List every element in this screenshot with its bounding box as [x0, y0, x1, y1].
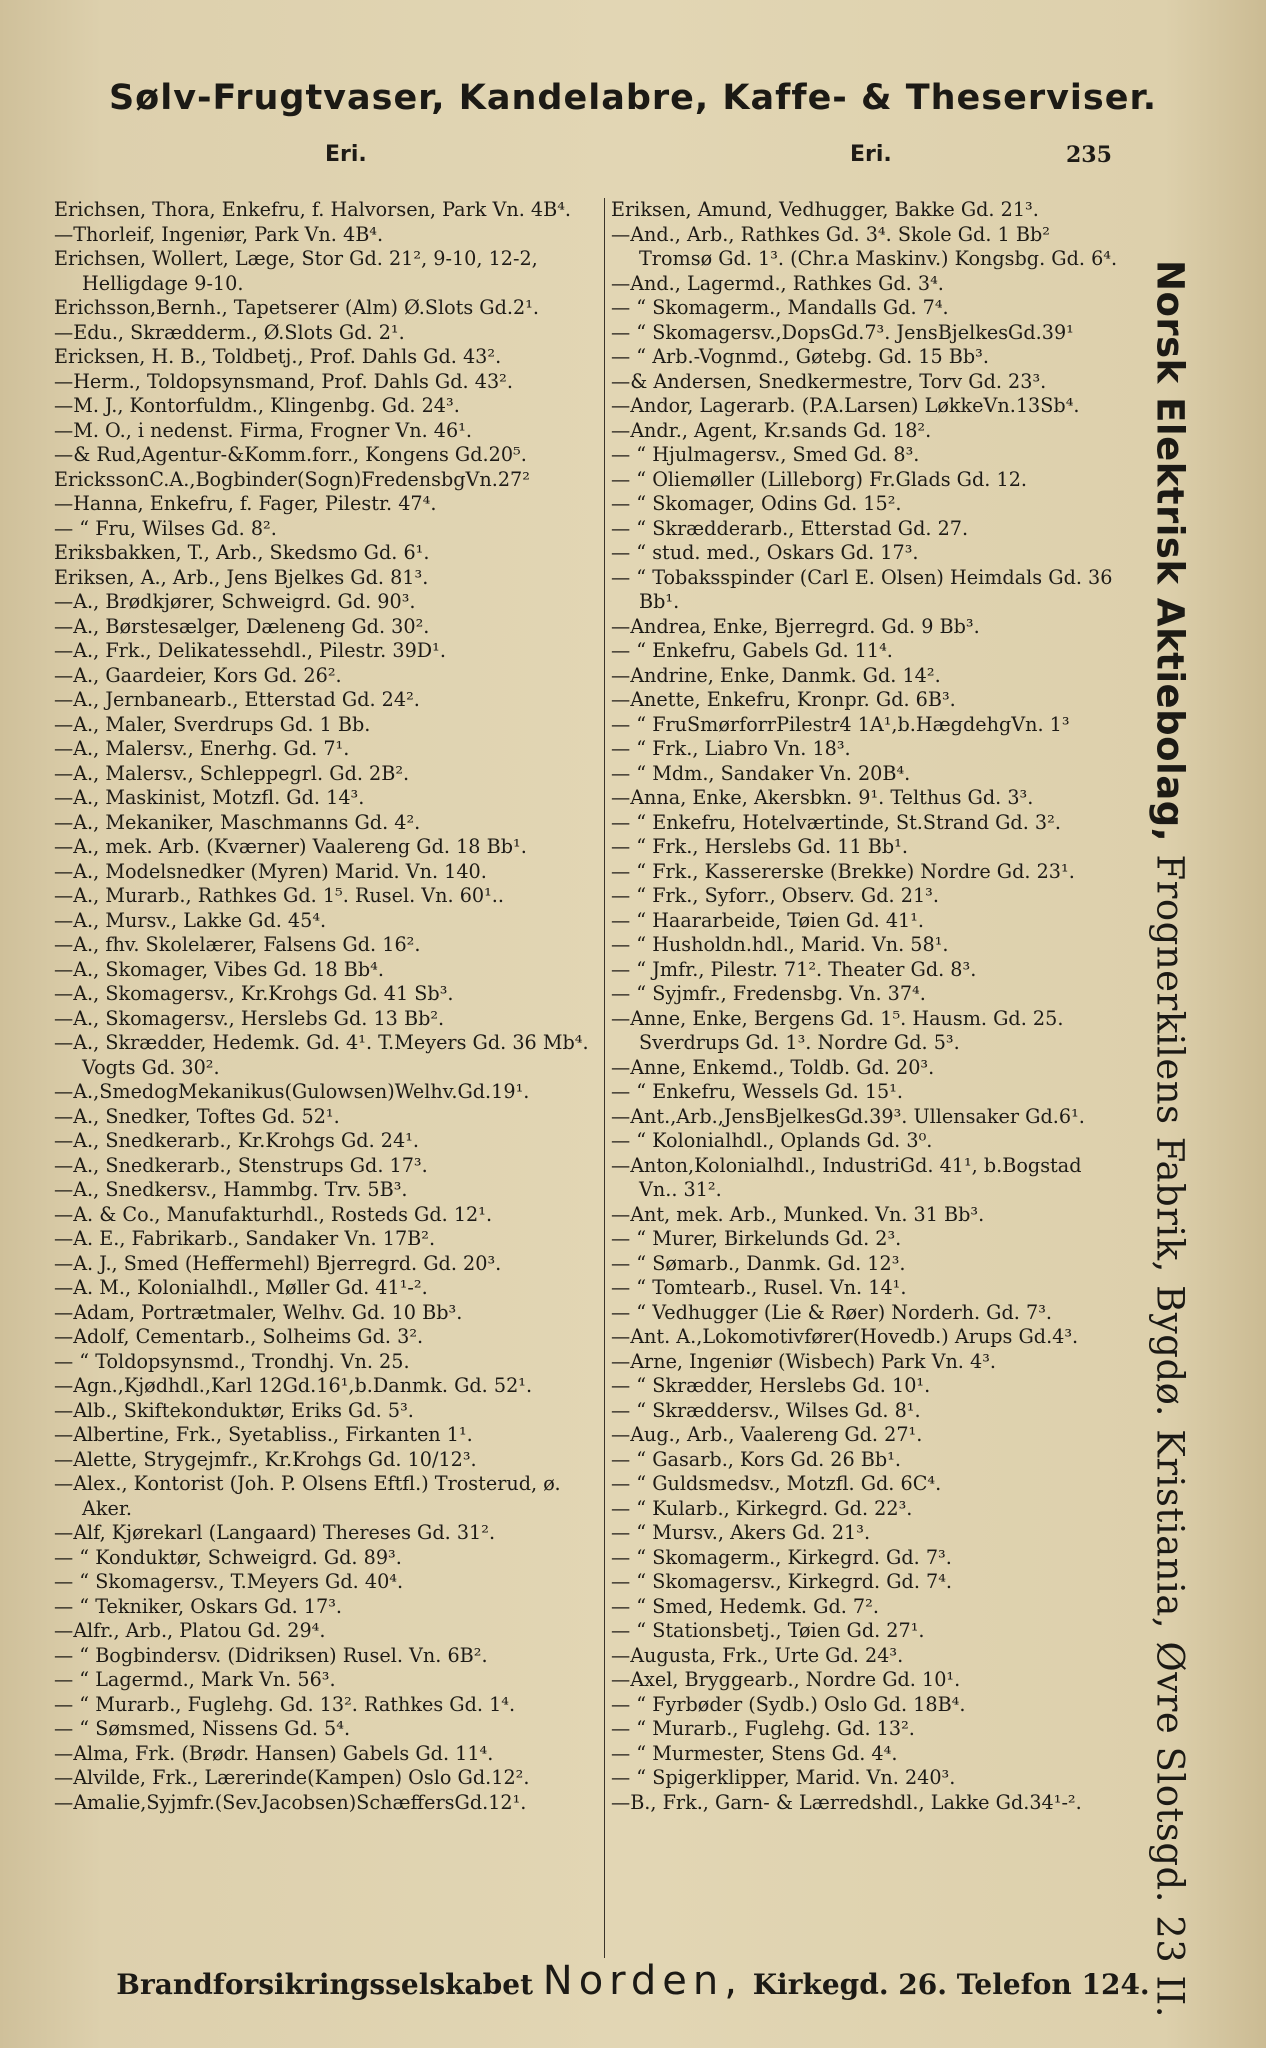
directory-entry: — “ Arb.-Vognmd., Gøtebg. Gd. 15 Bb³. [611, 345, 989, 368]
directory-entry: — “ Enkefru, Gabels Gd. 11⁴. [611, 639, 893, 662]
directory-entry: —Arne, Ingeniør (Wisbech) Park Vn. 4³. [611, 1349, 996, 1373]
directory-entry: — “ Vedhugger (Lie & Røer) Norderh. Gd. 7³. [611, 1300, 1052, 1324]
directory-entry: — “ Frk., Kassererske (Brekke) Nordre Gd. 23¹. [611, 859, 1075, 883]
side-ad-company: Norsk Elektrisk Aktiebolag, [1148, 260, 1192, 843]
directory-entry: —A., Skomagersv., Kr.Krohgs Gd. 41 Sb³. [54, 982, 454, 1005]
directory-entry: —A., Brødkjører, Schweigrd. Gd. 90³. [54, 590, 416, 613]
directory-entry: —A., mek. Arb. (Kværner) Vaalereng Gd. 18 Bb¹. [54, 835, 527, 858]
directory-entry: —Alf, Kjørekarl (Langaard) Thereses Gd. 31². [54, 1521, 496, 1544]
directory-entry: — “ Murmester, Stens Gd. 4⁴. [611, 1741, 898, 1765]
directory-entry: — “ Mursv., Akers Gd. 21³. [611, 1521, 871, 1544]
directory-entry: —Axel, Bryggearb., Nordre Gd. 10¹. [611, 1668, 961, 1691]
directory-entry: — “ Skomagerm., Kirkegrd. Gd. 7³. [611, 1545, 952, 1569]
directory-entry: —A., fhv. Skolelærer, Falsens Gd. 16². [54, 933, 421, 956]
left-column-entries [54, 198, 594, 1958]
directory-entry: — “ Oliemøller (Lilleborg) Fr.Glads Gd. 12. [611, 467, 1027, 491]
directory-entry: —A. & Co., Manufakturhdl., Rosteds Gd. 12¹. [54, 1202, 493, 1226]
directory-entry: —Alb., Skiftekonduktør, Eriks Gd. 5³. [54, 1398, 414, 1422]
directory-entry: —B., Frk., Garn- & Lærredshdl., Lakke Gd.34¹-². [611, 1790, 1082, 1814]
directory-entry: — “ Stationsbetj., Tøien Gd. 27¹. [611, 1619, 925, 1642]
directory-entry: — “ Skomager, Odins Gd. 15². [611, 492, 902, 515]
directory-entry: — “ Enkefru, Wessels Gd. 15¹. [611, 1080, 904, 1103]
header-advertisement: Sølv-Frugtvaser, Kandelabre, Kaffe- & Theserviser. [108, 78, 1158, 118]
side-advertisement-text [1149, 260, 1192, 2018]
directory-entry: — “ Syjmfr., Fredensbg. Vn. 37⁴. [611, 982, 926, 1005]
side-advertisement [1130, 260, 1210, 2019]
directory-entry: —A., Børstesælger, Dæleneng Gd. 30². [54, 614, 430, 638]
footer-prefix: Brandforsikringsselskabet [116, 1968, 534, 2001]
directory-entry: —A., Malersv., Schleppegrl. Gd. 2B². [54, 761, 410, 785]
directory-entry: —Herm., Toldopsynsmand, Prof. Dahls Gd. 43². [54, 369, 513, 393]
right-column-heading: Eri. [850, 142, 892, 167]
directory-entry: —Andr., Agent, Kr.sands Gd. 18². [611, 418, 932, 442]
directory-entry: — “ Mdm., Sandaker Vn. 20B⁴. [611, 761, 911, 785]
directory-entry: —A., Murarb., Rathkes Gd. 1⁵. Rusel. Vn. 60¹.. [54, 884, 504, 907]
directory-entry: Ericksen, H. B., Toldbetj., Prof. Dahls Gd. 43². [54, 345, 502, 368]
directory-entry: — “ Fyrbøder (Sydb.) Oslo Gd. 18B⁴. [611, 1692, 966, 1716]
directory-entry: — “ Skomagersv., Kirkegrd. Gd. 7⁴. [611, 1570, 953, 1593]
directory-entry: ErickssonC.A.,Bogbinder(Sogn)FredensbgVn.27² [54, 467, 530, 491]
footer-advertisement [0, 1958, 1266, 2004]
directory-entry: —Andrine, Enke, Danmk. Gd. 14². [611, 663, 941, 687]
directory-entry: Erichsson,Bernh., Tapetserer (Alm) Ø.Slots Gd.2¹. [54, 296, 540, 319]
directory-entry: —Ant.,Arb.,JensBjelkesGd.39³. Ullensaker Gd.6¹. [611, 1104, 1085, 1128]
directory-entry: — “ Husholdn.hdl., Marid. Vn. 58¹. [611, 933, 949, 956]
directory-entry: — “ Enkefru, Hotelværtinde, St.Strand Gd. 3². [611, 810, 1061, 834]
directory-entry: —A., Mekaniker, Maschmanns Gd. 4². [54, 810, 421, 834]
directory-entry: —And., Arb., Rathkes Gd. 3⁴. Skole Gd. 1 Bb² Tromsø Gd. 1³. (Chr.a Maskinv.) Kongsbg. Gd. 6⁴. [611, 222, 1118, 270]
directory-entry: —Hanna, Enkefru, f. Fager, Pilestr. 47⁴. [54, 492, 437, 515]
directory-entry: —Thorleif, Ingeniør, Park Vn. 4B⁴. [54, 222, 384, 246]
directory-entry: —A., Skrædder, Hedemk. Gd. 4¹. T.Meyers Gd. 36 Mb⁴. Vogts Gd. 30². [54, 1031, 589, 1079]
directory-entry: —Adam, Portrætmaler, Welhv. Gd. 10 Bb³. [54, 1300, 463, 1324]
directory-entry: — “ Guldsmedsv., Motzfl. Gd. 6C⁴. [611, 1472, 942, 1495]
directory-entry: —A., Maler, Sverdrups Gd. 1 Bb. [54, 712, 371, 736]
directory-entry: —Ant. A.,Lokomotivfører(Hovedb.) Arups Gd.4³. [611, 1325, 1079, 1348]
directory-entry: —A., Skomager, Vibes Gd. 18 Bb⁴. [54, 957, 384, 981]
directory-entry: — “ Tomtearb., Rusel. Vn. 14¹. [611, 1276, 907, 1299]
directory-entry: —A., Snedker, Toftes Gd. 52¹. [54, 1104, 340, 1128]
directory-entry: —Ant, mek. Arb., Munked. Vn. 31 Bb³. [611, 1202, 985, 1226]
directory-entry: —A., Snedkerarb., Stenstrups Gd. 17³. [54, 1153, 428, 1177]
directory-entry: — “ Sømsmed, Nissens Gd. 5⁴. [54, 1717, 351, 1740]
directory-entry: — “ Jmfr., Pilestr. 71². Theater Gd. 8³. [611, 957, 977, 981]
directory-entry: — “ Kolonialhdl., Oplands Gd. 3⁰. [611, 1129, 933, 1152]
directory-entry: — “ Murarb., Fuglehg. Gd. 13². [611, 1717, 915, 1740]
directory-entry: — “ Skomagerm., Mandalls Gd. 7⁴. [611, 296, 949, 319]
directory-entry: —And., Lagermd., Rathkes Gd. 3⁴. [611, 271, 944, 295]
directory-entry: — “ Tekniker, Oskars Gd. 17³. [54, 1594, 342, 1618]
directory-entry: — “ Sømarb., Danmk. Gd. 12³. [611, 1251, 906, 1275]
directory-entry: — “ Murarb., Fuglehg. Gd. 13². Rathkes Gd. 1⁴. [54, 1692, 516, 1716]
directory-entry: —Alma, Frk. (Brødr. Hansen) Gabels Gd. 11⁴. [54, 1741, 494, 1765]
directory-entry: —Anne, Enkemd., Toldb. Gd. 20³. [611, 1055, 935, 1079]
directory-entry: — “ Frk., Syforr., Observ. Gd. 21³. [611, 884, 939, 907]
directory-entry: —A., Mursv., Lakke Gd. 45⁴. [54, 908, 327, 932]
directory-entry: —& Andersen, Snedkermestre, Torv Gd. 23³. [611, 369, 1047, 393]
directory-entry: — “ Skrædder, Herslebs Gd. 10¹. [611, 1374, 931, 1397]
directory-entry: —Alex., Kontorist (Joh. P. Olsens Eftfl.) Trosterud, ø. Aker. [54, 1472, 561, 1520]
directory-entry: —Andrea, Enke, Bjerregrd. Gd. 9 Bb³. [611, 614, 980, 638]
directory-entry: —Andor, Lagerarb. (P.A.Larsen) LøkkeVn.13Sb⁴. [611, 394, 1080, 417]
directory-entry: — “ Kularb., Kirkegrd. Gd. 22³. [611, 1496, 913, 1520]
directory-entry: —A., Malersv., Enerhg. Gd. 7¹. [54, 737, 350, 760]
directory-entry: —Adolf, Cementarb., Solheims Gd. 3². [54, 1325, 424, 1348]
right-column-entries [604, 198, 1124, 1958]
directory-entry: — “ Frk., Liabro Vn. 18³. [611, 737, 851, 760]
directory-entry: Erichsen, Thora, Enkefru, f. Halvorsen, Park Vn. 4B⁴. [54, 198, 572, 221]
directory-entry: — “ Toldopsynsmd., Trondhj. Vn. 25. [54, 1349, 410, 1373]
directory-entry: — “ Skræddersv., Wilses Gd. 8¹. [611, 1398, 921, 1422]
directory-entry: — “ Lagermd., Mark Vn. 56³. [54, 1668, 336, 1691]
directory-entry: —A. E., Fabrikarb., Sandaker Vn. 17B². [54, 1227, 436, 1250]
directory-entry: —Edu., Skrædderm., Ø.Slots Gd. 2¹. [54, 320, 405, 344]
directory-entry: —M. O., i nedenst. Firma, Frogner Vn. 46¹. [54, 418, 473, 442]
directory-entry: —A., Frk., Delikatessehdl., Pilestr. 39D¹. [54, 639, 446, 662]
directory-entry: —A., Snedkerarb., Kr.Krohgs Gd. 24¹. [54, 1129, 419, 1152]
directory-entry: —M. J., Kontorfuldm., Klingenbg. Gd. 24³. [54, 394, 460, 417]
directory-entry: —Amalie,Syjmfr.(Sev.Jacobsen)SchæffersGd.12¹. [54, 1790, 527, 1814]
page-number: 235 [1066, 142, 1112, 168]
directory-entry: — “ Murer, Birkelunds Gd. 2³. [611, 1227, 902, 1250]
footer-company-name: Norden, [542, 1958, 743, 2004]
directory-entry: — “ Skomagersv.,DopsGd.7³. JensBjelkesGd.39¹ [611, 320, 1074, 344]
directory-entry: — “ Hjulmagersv., Smed Gd. 8³. [611, 443, 920, 466]
directory-entry: —Agn.,Kjødhdl.,Karl 12Gd.16¹,b.Danmk. Gd. 52¹. [54, 1374, 533, 1397]
directory-entry: —& Rud,Agentur-&Komm.forr., Kongens Gd.20⁵. [54, 443, 527, 466]
directory-entry: — “ Smed, Hedemk. Gd. 7². [611, 1594, 879, 1618]
footer-address: Kirkegd. 26. Telefon 124. [752, 1968, 1150, 2001]
directory-entry: —Alette, Strygejmfr., Kr.Krohgs Gd. 10/12³. [54, 1447, 477, 1471]
directory-entry: — “ Skomagersv., T.Meyers Gd. 40⁴. [54, 1570, 404, 1593]
directory-entry: — “ Tobaksspinder (Carl E. Olsen) Heimdals Gd. 36 Bb¹. [611, 565, 1113, 613]
directory-entry: —A., Skomagersv., Herslebs Gd. 13 Bb². [54, 1006, 445, 1030]
side-ad-address: Frognerkilens Fabrik, Bygdø. Kristiania, Øvre Slotsgd. 23 II. [1148, 842, 1192, 2019]
directory-entry: Erichsen, Wollert, Læge, Stor Gd. 21², 9-10, 12-2, Helligdage 9-10. [54, 247, 538, 295]
directory-entry: —Anne, Enke, Bergens Gd. 1⁵. Hausm. Gd. 25. Sverdrups Gd. 1³. Nordre Gd. 5³. [611, 1006, 1064, 1054]
directory-entry: —A., Jernbanearb., Etterstad Gd. 24². [54, 688, 420, 711]
directory-entry: —A. J., Smed (Heffermehl) Bjerregrd. Gd. 20³. [54, 1251, 502, 1275]
directory-entry: Eriksbakken, T., Arb., Skedsmo Gd. 6¹. [54, 541, 430, 564]
directory-entry: —A.,SmedogMekanikus(Gulowsen)Welhv.Gd.19¹. [54, 1080, 530, 1103]
directory-entry: —Anton,Kolonialhdl., IndustriGd. 41¹, b.Bogstad Vn.. 31². [611, 1153, 1082, 1201]
directory-entry: —Alfr., Arb., Platou Gd. 29⁴. [54, 1619, 326, 1642]
directory-entry: —A., Maskinist, Motzfl. Gd. 14³. [54, 786, 365, 809]
directory-entry: —Anna, Enke, Akersbkn. 9¹. Telthus Gd. 3³. [611, 786, 1034, 809]
directory-entry: — “ FruSmørforrPilestr4 1A¹,b.HægdehgVn. 1³ [611, 712, 1070, 736]
directory-entry: —A., Snedkersv., Hammbg. Trv. 5B³. [54, 1178, 408, 1201]
directory-entry: — “ Konduktør, Schweigrd. Gd. 89³. [54, 1545, 402, 1569]
directory-entry: —A., Modelsnedker (Myren) Marid. Vn. 140. [54, 859, 487, 883]
directory-entry: — “ Frk., Herslebs Gd. 11 Bb¹. [611, 835, 908, 858]
directory-entry: —A., Gaardeier, Kors Gd. 26². [54, 663, 342, 687]
directory-entry: Eriksen, A., Arb., Jens Bjelkes Gd. 81³. [54, 565, 429, 589]
directory-entry: — “ stud. med., Oskars Gd. 17³. [611, 541, 919, 564]
directory-entry: — “ Bogbindersv. (Didriksen) Rusel. Vn. 6B². [54, 1643, 488, 1667]
directory-entry: —Aug., Arb., Vaalereng Gd. 27¹. [611, 1423, 923, 1446]
directory-entry: —Anette, Enkefru, Kronpr. Gd. 6B³. [611, 688, 956, 711]
directory-entry: — “ Skrædderarb., Etterstad Gd. 27. [611, 516, 969, 540]
left-column-heading: Eri. [325, 142, 367, 167]
directory-entry: Eriksen, Amund, Vedhugger, Bakke Gd. 21³. [611, 198, 1039, 221]
directory-entry: —Alvilde, Frk., Lærerinde(Kampen) Oslo Gd.12². [54, 1766, 530, 1789]
directory-entry: — “ Gasarb., Kors Gd. 26 Bb¹. [611, 1447, 901, 1471]
directory-entry: — “ Spigerklipper, Marid. Vn. 240³. [611, 1766, 956, 1789]
directory-entry: — “ Haararbeide, Tøien Gd. 41¹. [611, 908, 925, 932]
directory-entry: — “ Fru, Wilses Gd. 8². [54, 516, 277, 540]
directory-entry: —Albertine, Frk., Syetabliss., Firkanten 1¹. [54, 1423, 473, 1446]
directory-entry: —A. M., Kolonialhdl., Møller Gd. 41¹-². [54, 1276, 428, 1299]
directory-entry: —Augusta, Frk., Urte Gd. 24³. [611, 1643, 904, 1667]
